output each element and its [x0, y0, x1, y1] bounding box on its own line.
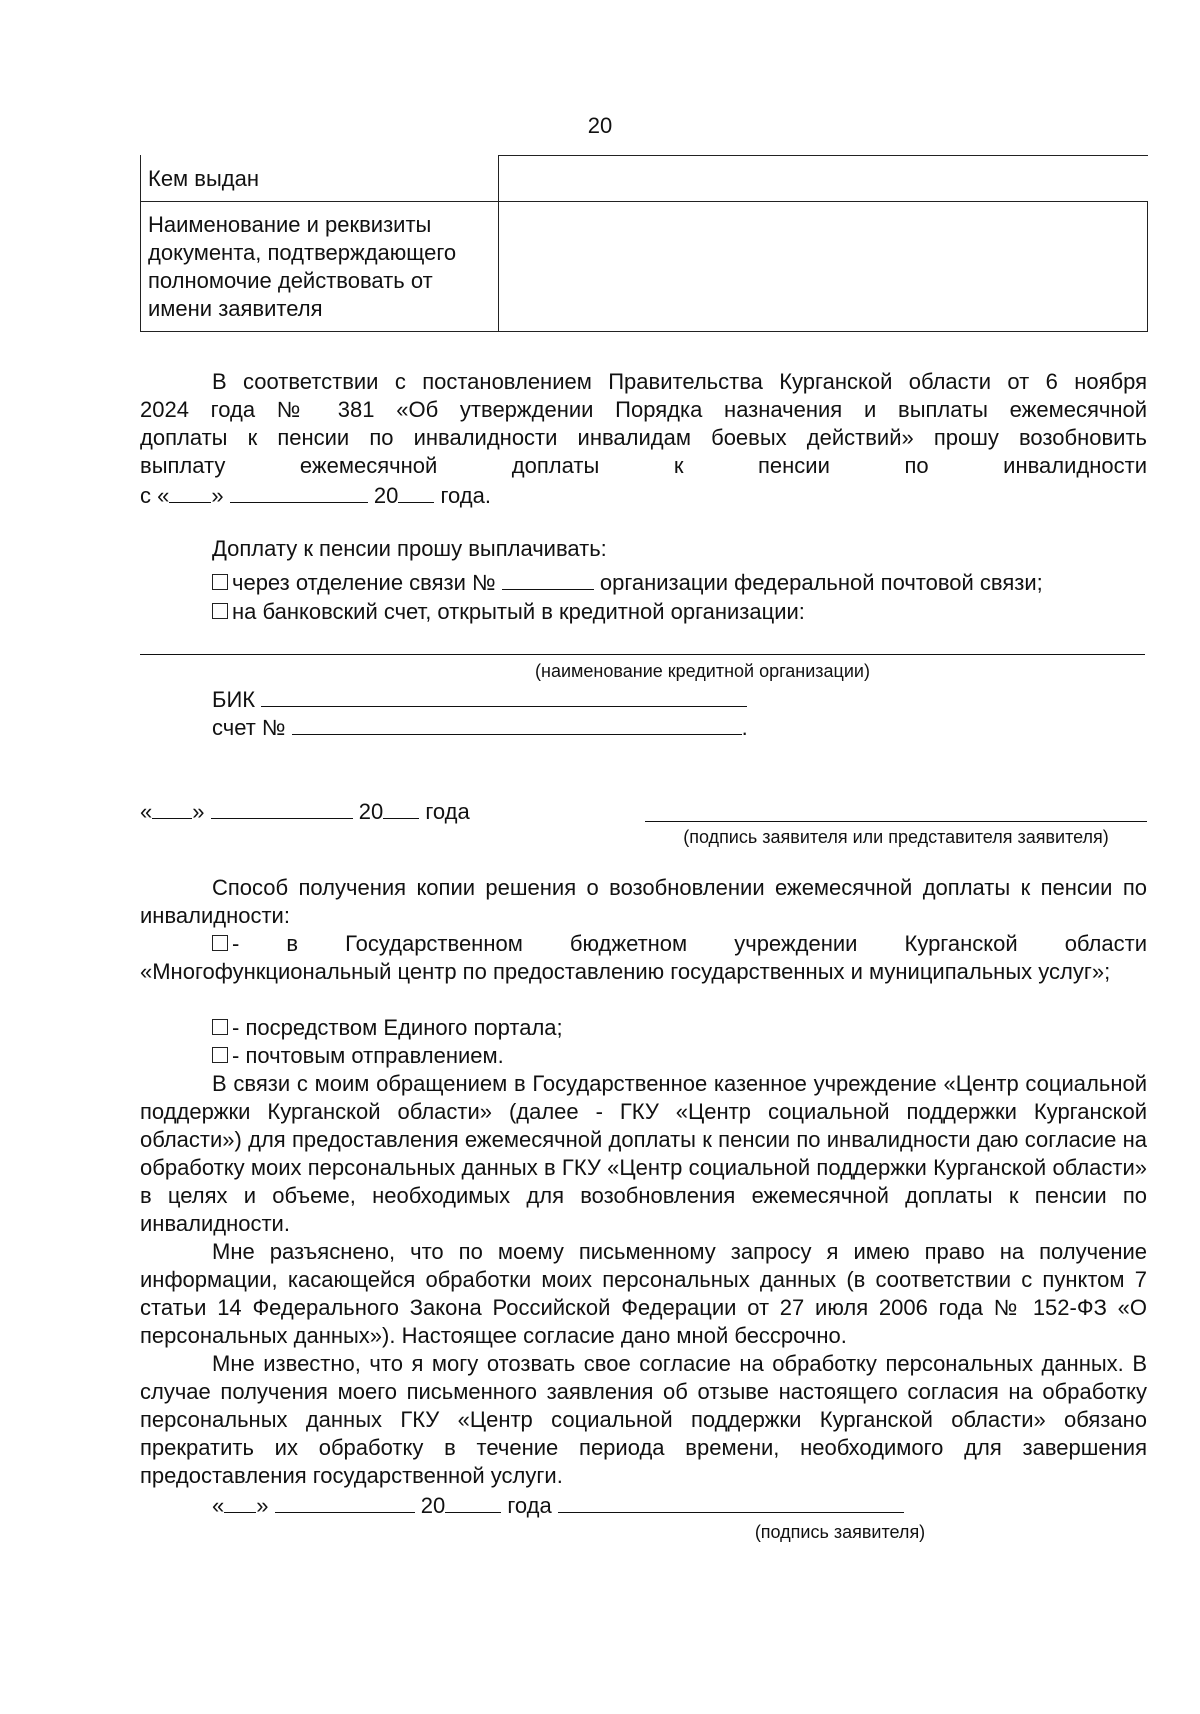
sign1-year: 20 — [358, 799, 384, 824]
signature-date-1 — [140, 796, 470, 826]
resume-date-suffix: года. — [440, 483, 491, 508]
resume-date-line — [140, 480, 1147, 510]
sign2-day-field[interactable] — [224, 1490, 256, 1513]
bank-name-caption: (наименование кредитной организации) — [535, 661, 870, 681]
sign2-open-quote: « — [212, 1493, 225, 1518]
sign1-year-field[interactable] — [383, 796, 419, 819]
bik-row — [212, 684, 747, 714]
bik-label: БИК — [212, 687, 256, 712]
sign2-month-field[interactable] — [275, 1490, 415, 1513]
resume-request-paragraph — [140, 368, 1147, 510]
resume-date-mid: » — [211, 483, 224, 508]
issued-by-value-cell[interactable] — [499, 156, 1148, 202]
authority-document-label: Наименование и реквизиты документа, подтверждающего полномочие действовать от имени заявителя — [141, 202, 499, 332]
copy-method-intro: Способ получения копии решения о возобновлении ежемесячной доплаты к пенсии по инвалидности: — [140, 875, 1147, 928]
post-option-text-a: через отделение связи № — [232, 570, 496, 595]
account-field[interactable] — [292, 712, 742, 735]
resume-date-prefix: с « — [140, 483, 170, 508]
sign1-signature-line[interactable] — [645, 821, 1147, 822]
mail-checkbox[interactable] — [212, 1047, 228, 1063]
copy-option-mail — [212, 1042, 504, 1070]
applicant-document-table — [140, 155, 1148, 332]
consent-paragraph-3: Мне известно, что я могу отозвать свое согласие на обработку персональных данных. В случае получения моего письменного заявления об отзыве настоящего согласия на обработку персональных данных ГКУ «Центр социальной поддержки Курганской области» обязано прекратить их обработку в течение периода времени, необходимого для завершения предоставления государственной услуги. — [140, 1351, 1147, 1488]
account-label: счет № — [212, 715, 286, 740]
bank-name-line[interactable] — [140, 654, 1145, 655]
sign2-signature-line[interactable] — [558, 1490, 904, 1513]
copy-option-mfc — [140, 930, 1147, 986]
mfc-text: Государственном бюджетном учреждении Курганской области «Многофункциональный центр по предоставлению государственных и муниципальных услуг»; — [140, 931, 1147, 984]
post-checkbox[interactable] — [212, 574, 228, 590]
sign1-close-quote: » — [192, 799, 205, 824]
sign2-year: 20 — [420, 1493, 446, 1518]
sign1-month-field[interactable] — [211, 796, 353, 819]
resume-month-field[interactable] — [230, 480, 368, 503]
payment-heading: Доплату к пенсии прошу выплачивать: — [212, 536, 607, 561]
payment-option-post — [212, 567, 1043, 597]
account-end: . — [741, 715, 748, 740]
consent-paragraph-1: В связи с моим обращением в Государственное казенное учреждение «Центр социальной поддержки Курганской области» (далее - ГКУ «Центр социальной поддержки Курганской области») для предоставления ежемесячной доплаты к пенсии по инвалидности даю согласие на обработку моих персональных данных в ГКУ «Центр социальной поддержки Курганской области» в целях и объеме, необходимых для возобновления ежемесячной доплаты к пенсии по инвалидности. — [140, 1071, 1147, 1236]
portal-checkbox[interactable] — [212, 1019, 228, 1035]
account-row — [212, 712, 748, 742]
sign1-open-quote: « — [140, 799, 153, 824]
authority-document-value-cell[interactable] — [499, 202, 1148, 332]
issued-by-label: Кем выдан — [141, 156, 499, 202]
bank-checkbox[interactable] — [212, 603, 228, 619]
sign2-year-field[interactable] — [445, 1490, 501, 1513]
sign1-caption: (подпись заявителя или представителя заявителя) — [683, 827, 1109, 847]
resume-line-1: В соответствии с постановлением Правительства Курганской области от 6 ноября — [212, 369, 1147, 394]
sign2-year-word: года — [507, 1493, 552, 1518]
mfc-checkbox[interactable] — [212, 935, 228, 951]
sign2-close-quote: » — [256, 1493, 269, 1518]
copy-option-portal — [212, 1014, 563, 1042]
resume-line-4: выплату ежемесячной доплаты к пенсии по инвалидности — [140, 453, 1147, 478]
post-option-text-b: организации федеральной почтовой связи; — [599, 570, 1043, 595]
portal-text: - посредством Единого портала; — [232, 1015, 563, 1040]
page-number: 20 — [587, 113, 613, 138]
resume-line-2: 2024 года № 381 «Об утверждении Порядка назначения и выплаты ежемесячной — [140, 397, 1147, 422]
sign1-day-field[interactable] — [152, 796, 192, 819]
bank-option-text: на банковский счет, открытый в кредитной организации: — [232, 599, 805, 624]
sign2-caption: (подпись заявителя) — [754, 1522, 926, 1542]
sign1-year-word: года — [425, 799, 470, 824]
post-office-number-field[interactable] — [502, 567, 594, 590]
bik-field[interactable] — [261, 684, 747, 707]
resume-day-field[interactable] — [169, 480, 211, 503]
mail-text: - почтовым отправлением. — [232, 1043, 504, 1068]
resume-line-3: доплаты к пенсии по инвалидности инвалидам боевых действий» прошу возобновить — [140, 425, 1147, 450]
resume-date-year: 20 — [373, 483, 399, 508]
signature-date-2 — [212, 1490, 904, 1520]
payment-option-bank — [212, 598, 805, 626]
mfc-prefix: - в — [232, 931, 299, 956]
resume-year-field[interactable] — [398, 480, 434, 503]
consent-paragraph-2: Мне разъяснено, что по моему письменному запросу я имею право на получение информации, касающейся обработки моих персональных данных (в соответствии с пунктом 7 статьи 14 Федерального Закона Российской Федерации от 27 июля 2006 года № 152-ФЗ «О персональных данных»). Настоящее согласие дано мной бессрочно. — [140, 1239, 1147, 1348]
